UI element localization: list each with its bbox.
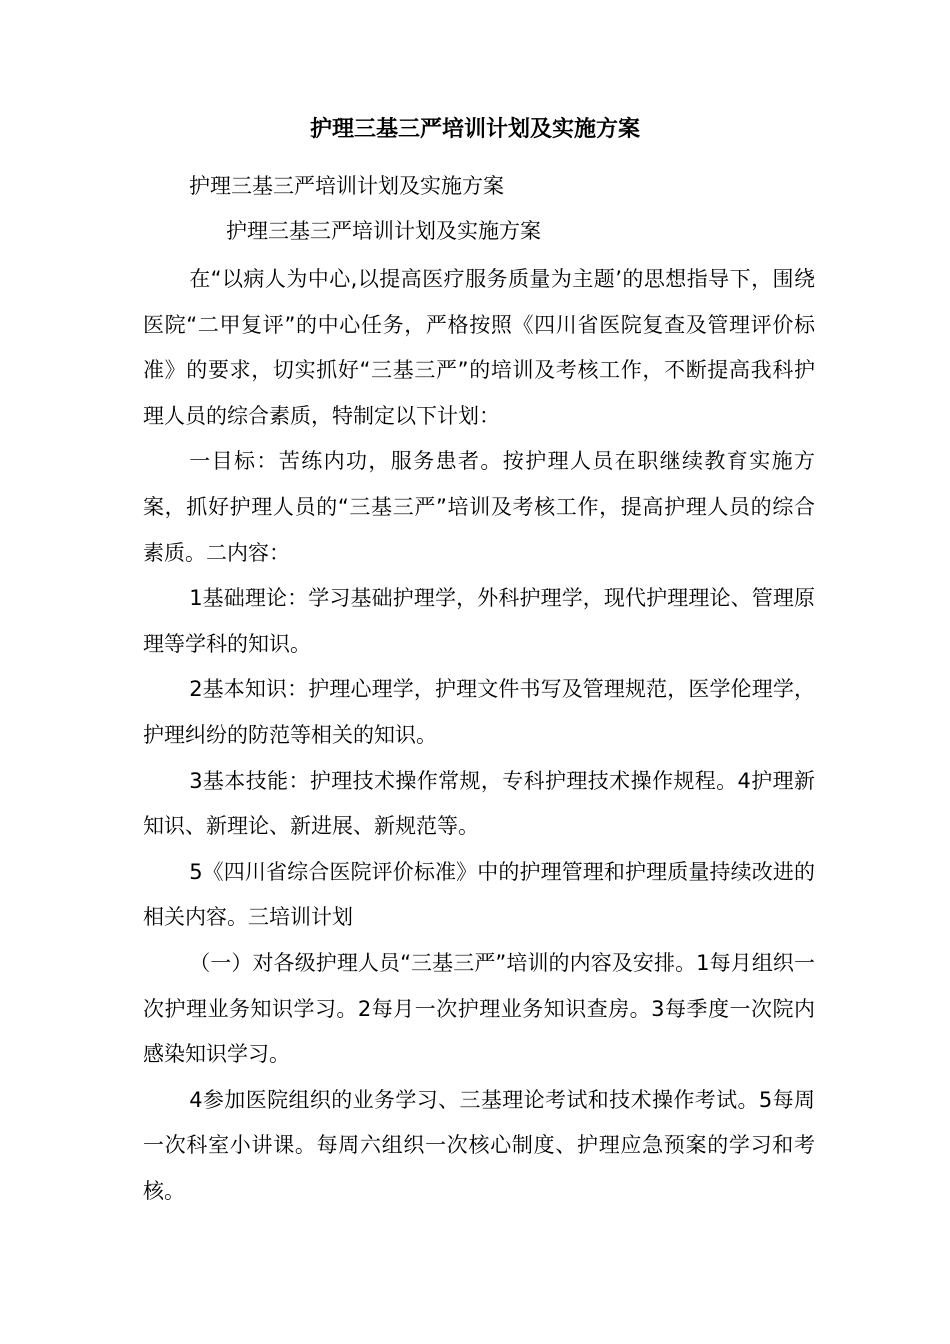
paragraph-basic-theory: 1基础理论：学习基础护理学，外科护理学，现代护理理论、管理原理等学科的知识。 — [143, 586, 815, 656]
paragraph-evaluation-standard: 5《四川省综合医院评价标准》中的护理管理和护理质量持续改进的相关内容。三培训计划 — [143, 859, 815, 930]
document-subtitle-2: 护理三基三严培训计划及实施方案 — [226, 219, 541, 243]
document-subtitle-1: 护理三基三严培训计划及实施方案 — [189, 174, 504, 198]
paragraph-training-activities: 4参加医院组织的业务学习、三基理论考试和技术操作考试。5每周一次科室小讲课。每周六组织一次核心制度、护理应急预案的学习和考核。 — [143, 1087, 815, 1203]
paragraph-basic-knowledge: 2基本知识：护理心理学，护理文件书写及管理规范，医学伦理学，护理纠纷的防范等相关的知识。 — [143, 677, 815, 747]
paragraph-training-arrangement: （一）对各级护理人员“三基三严”培训的内容及安排。1每月组织一次护理业务知识学习。2每月一次护理业务知识查房。3每季度一次院内感染知识学习。 — [143, 950, 815, 1067]
paragraph-intro: 在“以病人为中心,以提高医疗服务质量为主题’的思想指导下，围绕医院“二甲复评”的中心任务，严格按照《四川省医院复查及管理评价标准》的要求，切实抓好“三基三严”的培训及考核工作，不断提高我科护理人员的综合素质，特制定以下计划： — [143, 267, 815, 428]
document-body — [143, 257, 815, 1214]
document-title: 护理三基三严培训计划及实施方案 — [309, 117, 640, 142]
paragraph-goal: 一目标：苦练内功，服务患者。按护理人员在职继续教育实施方案，抓好护理人员的“三基三严”培训及考核工作，提高护理人员的综合素质。二内容： — [143, 449, 815, 565]
paragraph-basic-skills: 3基本技能：护理技术操作常规，专科护理技术操作规程。4护理新知识、新理论、新进展、新规范等。 — [143, 768, 815, 839]
